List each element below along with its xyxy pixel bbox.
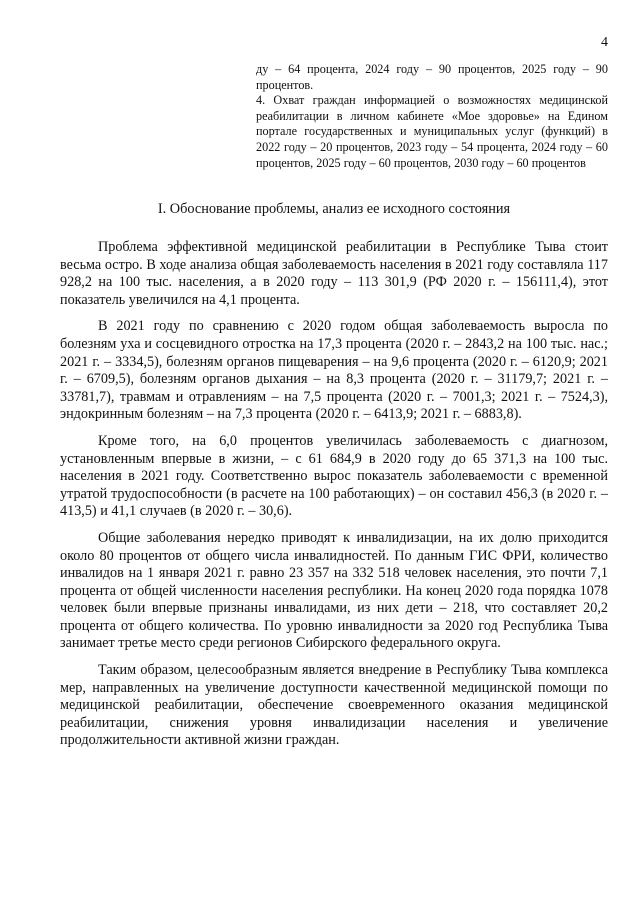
paragraph-morbidity-growth: В 2021 году по сравнению с 2020 годом общая заболеваемость выросла по болезням уха и сосцевидного отростка на 17,3 процента (2020 г. – 2843,2 на 100 тыс. нас.; 2021 г. – 3334,5), болезням органов пищеварения – на 9,6 процента (2020 г. – 6120,9; 2021 г. – 6709,5), болезням органов дыхания – на 8,3 процента (2020 г. – 31179,7; 2021 г. – 33781,7), травмам и отравлениям – на 7,5 процента (2020 г. – 7001,3; 2021 г. – 7524,3), эндокринным болезням – на 7,3 процента (2020 г. – 6413,9; 2021 г. – 6883,8). [60, 318, 608, 423]
paragraph-first-diagnosis: Кроме того, на 6,0 процентов увеличилась заболеваемость с диагнозом, установленным впервые в жизни, – с 61 684,9 в 2020 году до 65 371,3 на 100 тыс. населения в 2021 году. Соответственно вырос показатель заболеваемости с временной утратой трудоспособности (в расчете на 100 работающих) – он составил 456,3 (в 2020 г. – 413,5) и 41,1 случаев (в 2020 г. – 30,6). [60, 432, 608, 520]
indicator-continuation: ду – 64 процента, 2024 году – 90 процентов, 2025 году – 90 процентов. [256, 62, 608, 92]
paragraph-disability: Общие заболевания нередко приводят к инвалидизации, на их долю приходится около 80 процентов от общего числа инвалидностей. По данным ГИС ФРИ, количество инвалидов на 1 января 2021 г. равно 23 357 на 332 518 человек населения, это почти 7,1 процента от общей численности населения республики. На конец 2020 года порядка 1078 человек были впервые признаны инвалидами, из них дети – 218, что составляет 20,2 процента от общего количества. По уровню инвалидности за 2020 год Республика Тыва занимает третье место среди регионов Сибирского федерального округа. [60, 529, 608, 652]
indicator-item-4: 4. Охват граждан информацией о возможностях медицинской реабилитации в личном кабинете «Мое здоровье» на Едином портале государственных и муниципальных услуг (функций) в 2022 году – 20 процентов, 2023 году – 54 процента, 2024 году – 60 процентов, 2025 году – 60 процентов, 2030 году – 60 процентов [256, 93, 608, 170]
indicator-list [256, 62, 608, 171]
page-number: 4 [601, 35, 608, 50]
paragraph-conclusion: Таким образом, целесообразным является внедрение в Республику Тыва комплекса мер, направленных на увеличение доступности качественной медицинской помощи по медицинской реабилитации, обеспечение своевременного оказания медицинской реабилитации, снижения уровня инвалидизации населения и увеличение продолжительности активной жизни граждан. [60, 662, 608, 749]
section-title: I. Обоснование проблемы, анализ ее исходного состояния [157, 201, 511, 217]
section-body [60, 239, 608, 759]
paragraph-problem: Проблема эффективной медицинской реабилитации в Республике Тыва стоит весьма остро. В ходе анализа общая заболеваемость населения в 2021 году составляла 117 928,2 на 100 тыс. населения, а в 2020 году – 113 301,9 (РФ 2020 г. – 156111,4), этот показатель увеличился на 4,1 процента. [60, 239, 608, 308]
